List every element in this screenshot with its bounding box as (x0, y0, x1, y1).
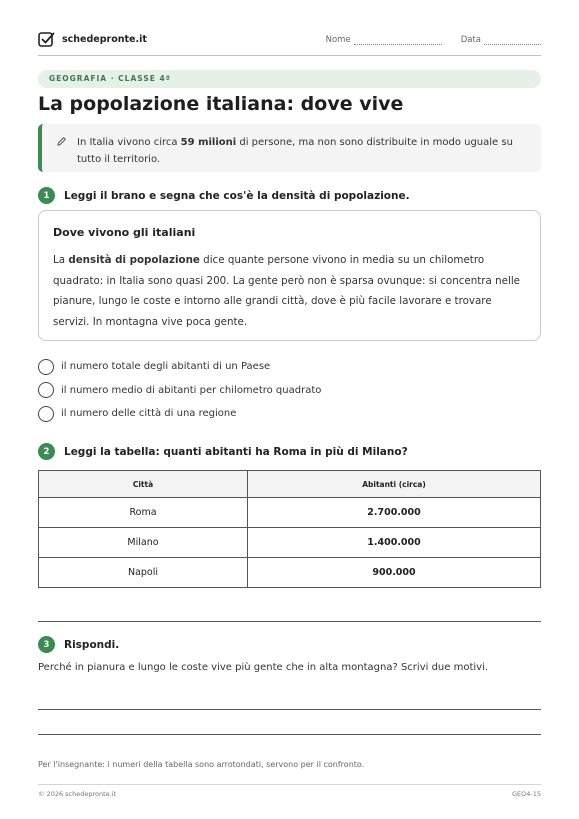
table-row (39, 528, 541, 558)
reading-passage (38, 210, 541, 341)
intro-highlight: 59 milioni (180, 137, 237, 148)
intro-box (38, 124, 541, 172)
checkbox-logo-icon (38, 31, 55, 48)
subject-tag (38, 70, 541, 88)
page-title: La popolazione italiana: dove vive (38, 93, 404, 115)
option-1-radio[interactable] (38, 359, 54, 375)
site-logo (38, 31, 147, 48)
city-cell: Roma (39, 498, 248, 528)
option-2[interactable] (38, 379, 321, 403)
option-2-radio[interactable] (38, 382, 54, 398)
column-header-city: Città (39, 471, 248, 498)
table-row (39, 498, 541, 528)
column-header-inhabitants: Abitanti (circa) (248, 471, 541, 498)
answer-line-q3-2[interactable] (38, 734, 541, 735)
city-cell: Napoli (39, 558, 248, 588)
copyright-text: © 2026 schedepronte.it (38, 790, 117, 798)
answer-line-q2[interactable] (38, 621, 541, 622)
pencil-icon (56, 136, 67, 147)
question-1-text: Leggi il brano e segna che cos'è la densità di popolazione. (64, 189, 410, 202)
table-row (39, 558, 541, 588)
name-field[interactable] (326, 35, 442, 45)
question-1-header (38, 187, 410, 204)
option-3-radio[interactable] (38, 406, 54, 422)
question-2-text: Leggi la tabella: quanti abitanti ha Roma in più di Milano? (64, 445, 408, 458)
footer-divider (38, 784, 541, 785)
date-field[interactable] (461, 35, 541, 45)
question-3-prompt: Perché in pianura e lungo le coste vive più gente che in alta montagna? Scrivi due motivi. (38, 662, 489, 673)
passage-title: Dove vivono gli italiani (53, 226, 196, 239)
option-3-label: il numero delle città di una regione (61, 408, 237, 420)
page-header (38, 28, 541, 56)
question-3-text: Rispondi. (64, 638, 120, 651)
name-label: Nome (325, 35, 351, 45)
question-2-header (38, 443, 408, 460)
passage-keyword: densità di popolazione (68, 254, 200, 266)
name-line (354, 36, 442, 45)
date-label: Data (460, 35, 481, 45)
inhabitants-cell: 1.400.000 (248, 528, 541, 558)
inhabitants-cell: 2.700.000 (248, 498, 541, 528)
option-2-label: il numero medio di abitanti per chilometro quadrato (61, 384, 322, 396)
intro-text: In Italia vivono circa 59 milioni di persone, ma non sono distribuite in modo uguale su tutto il territorio. (77, 137, 513, 165)
question-3-number: 3 (38, 636, 55, 653)
answer-line-q3-1[interactable] (38, 709, 541, 710)
teacher-note: Per l'insegnante: i numeri della tabella sono arrotondati, servono per il confronto. (38, 760, 365, 769)
sheet-code: GEO4-15 (511, 790, 541, 798)
table-header-row (39, 471, 541, 498)
site-name: schedepronte.it (62, 34, 147, 45)
option-3[interactable] (38, 402, 321, 426)
option-1-label: il numero totale degli abitanti di un Paese (61, 361, 271, 373)
question-3-header (38, 636, 119, 653)
inhabitants-cell: 900.000 (248, 558, 541, 588)
answer-options (38, 355, 321, 426)
question-2-number: 2 (38, 443, 55, 460)
option-1[interactable] (38, 355, 321, 379)
question-1-number: 1 (38, 187, 55, 204)
subject-tag-text: GEOGRAFIA · CLASSE 4ª (49, 74, 171, 83)
passage-body: La densità di popolazione dice quante persone vivono in media su un chilometro quadrato: in Italia sono quasi 200. La gente però non è sparsa ovunque: si concentra nelle pianure, lungo le coste e intorno alle grandi città, dove è più facile lavorare e trovare servizi. In montagna vive poca gente. (53, 254, 521, 328)
date-line (484, 36, 541, 45)
population-table (38, 470, 541, 588)
city-cell: Milano (39, 528, 248, 558)
